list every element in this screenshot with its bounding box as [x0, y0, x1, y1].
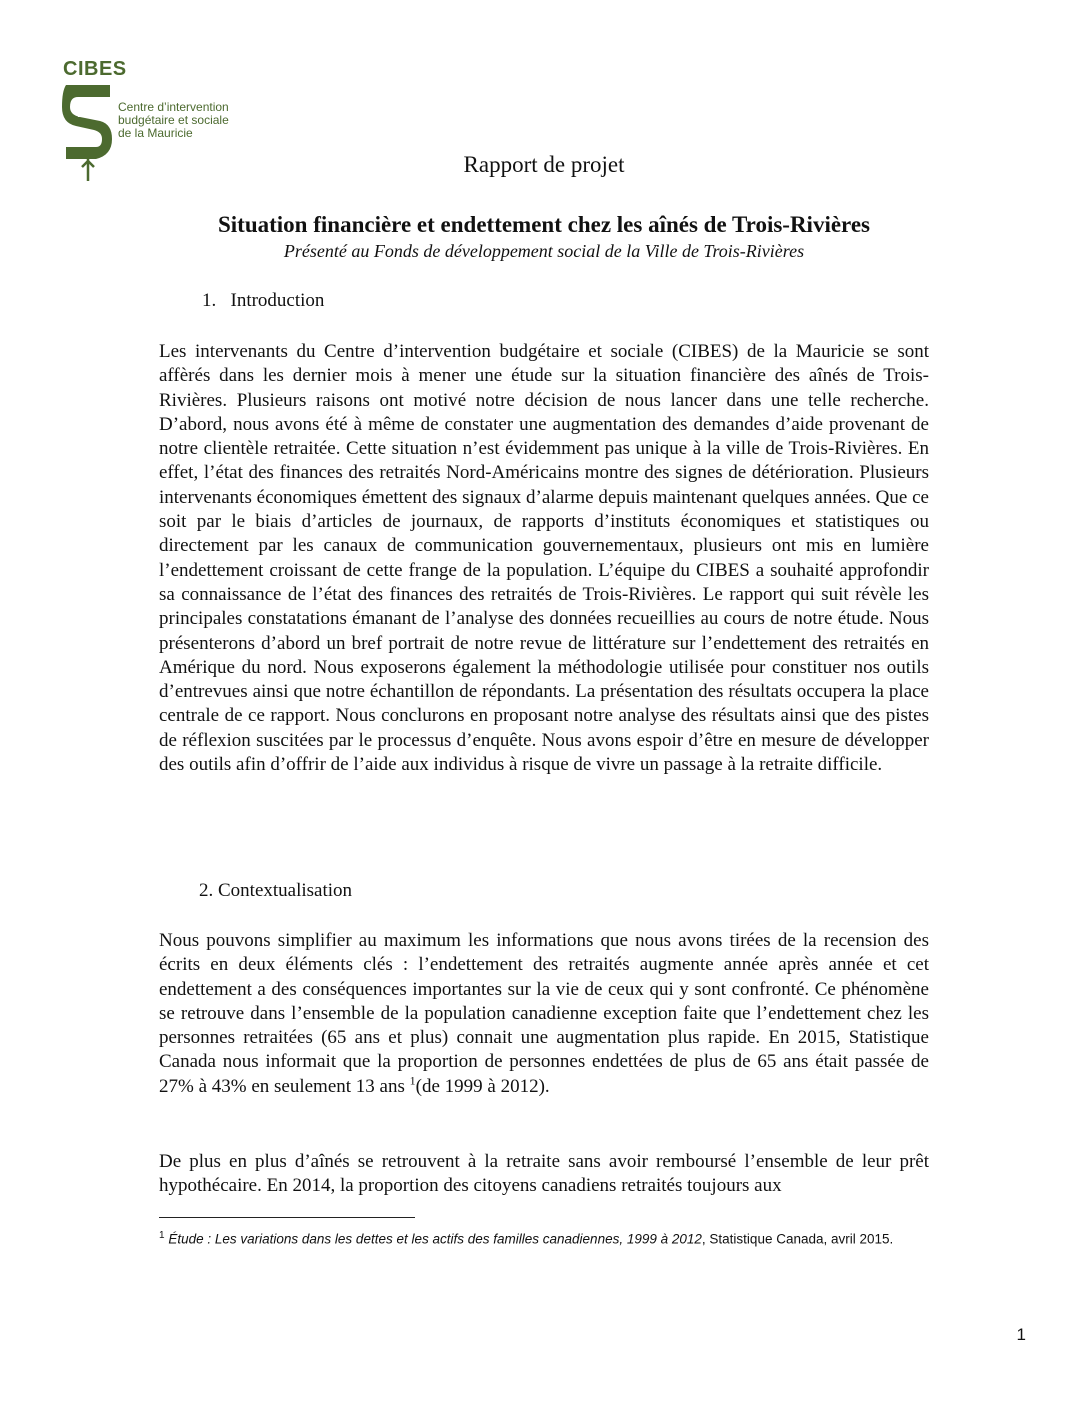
paragraph-text: Nous pouvons simplifier au maximum les informations que nous avons tirées de la recension des écrits en deux éléments clés : l’endettement des retraités augmente année après année et cet endettement a des conséquences importantes sur la vie de ceux qui y sont confronté. Ce phénomène se retrouve dans l’ensemble de la population canadienne exception faite que l’endettement chez les personnes retraitées (65 ans et plus) connait une augmentation plus rapide. En 2015, Statistique Canada nous informait que la proportion de personnes endettées de plus de 65 ans était passée de 27% à 43% en seulement 13 ans [159, 930, 929, 1097]
report-label: Rapport de projet [463, 152, 625, 177]
section-heading-contextualisation [199, 880, 352, 902]
introduction-paragraph: Les intervenants du Centre d’intervention budgétaire et sociale (CIBES) de la Mauricie se sont affèrés dans les dernier mois à mener une étude sur la situation financière des aînés de Trois-Rivières. Plusieurs raisons ont motivé notre décision de nous lancer dans une telle recherche. D’abord, nous avons été à même de constater une augmentation des demandes d’aide provenant de notre clientèle retraitée. Cette situation n’est évidemment pas unique à la ville de Trois-Rivières. En effet, l’état des finances des retraités Nord-Américains montre des signes de détérioration. Plusieurs intervenants économiques émettent des signaux d’alarme depuis maintenant quelques années. Que ce soit par le biais d’articles de journaux, de rapports d’instituts économiques et statistiques ou directement par les canaux de communication gouvernementaux, plusieurs ont mis en lumière l’endettement croissant de cette frange de la population. L’équipe du CIBES a souhaité approfondir sa connaissance de l’état des finances des retraités de Trois-Rivières. Le rapport qui suit révèle les principales constatations émanant de l’analyse des données recueillies au cours de notre étude. Nous présenterons d’abord un bref portrait de notre revue de littérature sur l’endettement des retraités en Amérique du nord. Nous exposerons également la méthodologie utilisée pour constituer nos outils d’entrevues ainsi que notre échantillon de répondants. La présentation des résultats occupera la place centrale de ce rapport. Nous conclurons en proposant notre analyse des résultats ainsi que des pistes de réflexion suscitées par le processus d’enquête. Nous avons espoir d’être en mesure de développer des outils afin d’offrir de l’aide aux individus à risque de vivre un passage à la retraite difficile. [159, 341, 929, 776]
logo-acronym: CIBES [63, 58, 127, 80]
logo-line-2: budgétaire et sociale [118, 113, 229, 127]
document-subtitle: Présenté au Fonds de développement social de la Ville de Trois-Rivières [283, 241, 805, 261]
footnote-source: , Statistique Canada, avril 2015. [701, 1231, 894, 1247]
paragraph-text-end: (de 1999 à 2012). [415, 1075, 550, 1097]
logo-line-1: Centre d’intervention [118, 100, 229, 114]
section-number: 1. [202, 290, 217, 311]
logo-line-3: de la Mauricie [118, 126, 193, 140]
contextualisation-paragraph-2: De plus en plus d’aînés se retrouvent à la retraite sans avoir remboursé l’ensemble de leur prêt hypothécaire. En 2014, la proportion des citoyens canadiens retraités toujours aux [159, 1151, 929, 1197]
document-title: Situation financière et endettement chez les aînés de Trois-Rivières [218, 212, 870, 237]
footnote-reference[interactable]: 1 [409, 1073, 416, 1088]
footnote-marker: 1 [159, 1230, 165, 1241]
page-number: 1 [1016, 1325, 1026, 1344]
section-title: Introduction [230, 290, 325, 311]
logo-text [118, 101, 229, 140]
footnote [159, 1225, 929, 1250]
section-title: Contextualisation [218, 880, 353, 901]
footnote-title: Étude : Les variations dans les dettes et les actifs des familles canadiennes, 1999 à 2012 [168, 1231, 702, 1247]
footnote-divider [159, 1217, 415, 1218]
section-number: 2. [199, 880, 214, 901]
section-heading-introduction [202, 290, 324, 312]
contextualisation-paragraph [159, 929, 929, 1099]
